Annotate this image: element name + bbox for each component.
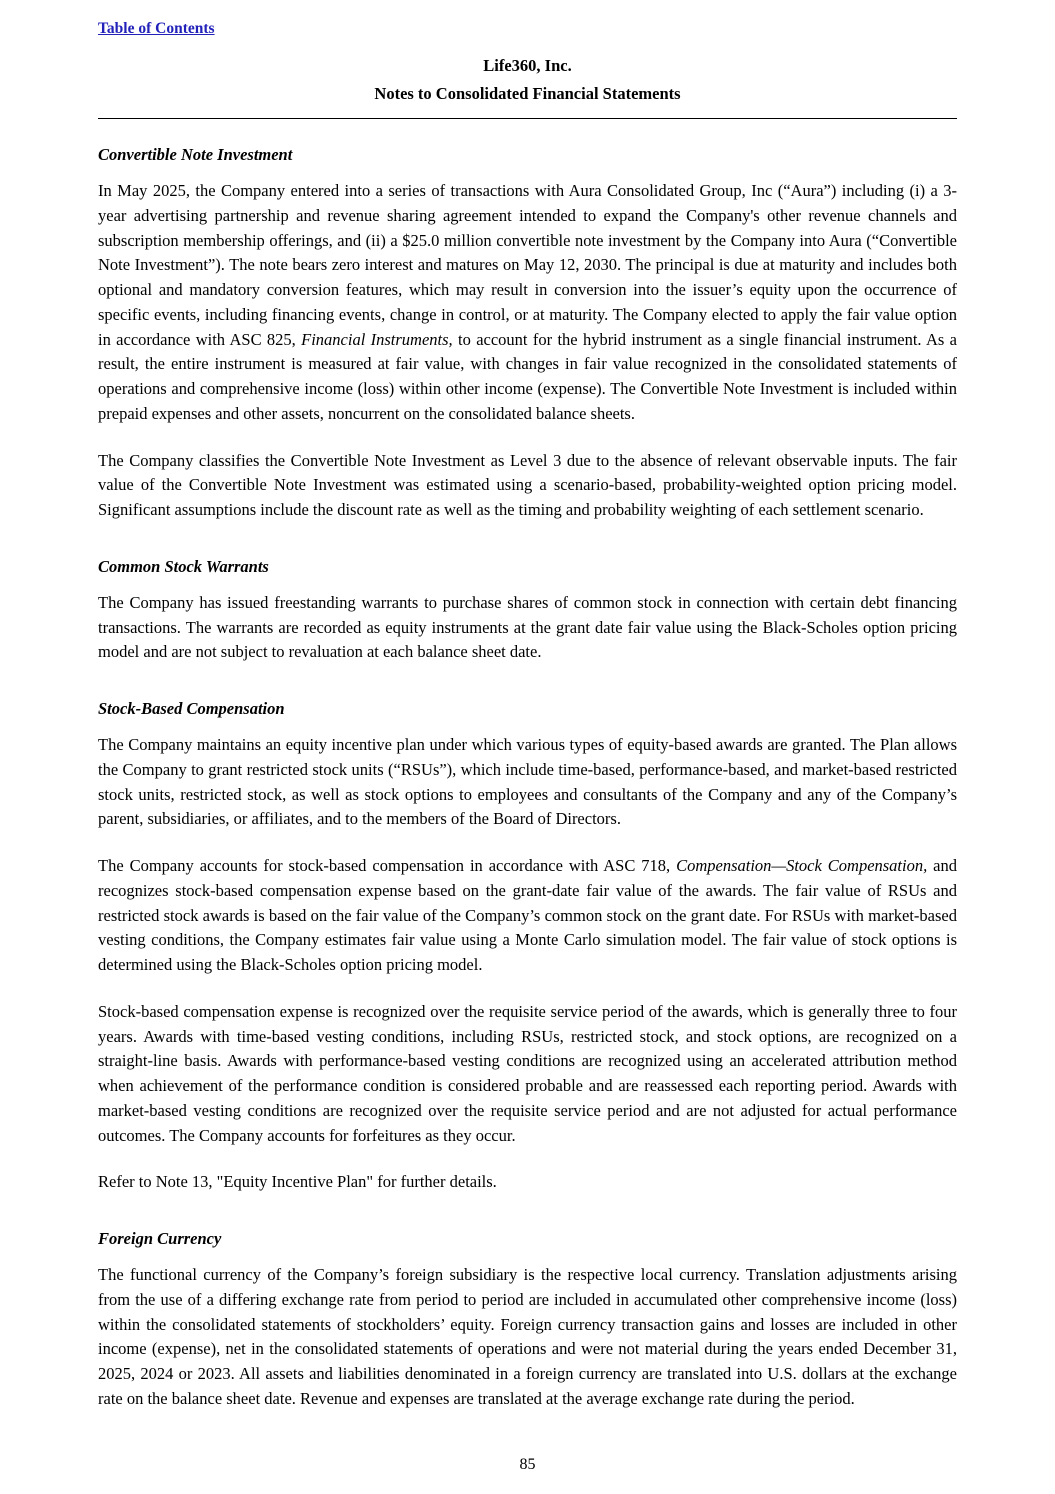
section-heading-convertible-note: Convertible Note Investment (98, 145, 293, 165)
paragraph-stock-based-compensation-3: Stock-based compensation expense is recognized over the requisite service period of the awards, which is generally three to four years. Awards with time-based vesting conditions, including RSUs, restricted stock, and stock options, are recognized on a straight-line basis. Awards with performance-based vesting conditions are recognized using an accelerated attribution method when achievement of the performance condition is considered probable and are reassessed each reporting period. Awards with market-based vesting conditions are recognized over the requisite service period and are not adjusted for actual performance outcomes. The Company accounts for forfeitures as they occur. (98, 1001, 957, 1145)
paragraph-text-cont: and recognizes stock-based compensation expense based on the grant-date fair value of the awards. The fair value of RSUs and restricted stock awards is based on the fair value of the Company’s common stock on the grant date. For RSUs with market-based vesting conditions, the Company estimates fair value using a Monte Carlo simulation model. The fair value of stock options is determined using the Black-Scholes option pricing model. (98, 856, 957, 975)
paragraph-common-stock-warrants-1: The Company has issued freestanding warrants to purchase shares of common stock in connection with certain debt financing transactions. The warrants are recorded as equity instruments at the grant date fair value using the Black-Scholes option pricing model and are not subject to revaluation at each balance sheet date. (98, 592, 957, 662)
paragraph-text: In May 2025, the Company entered into a series of transactions with Aura Consolidated Group, Inc (“Aura”) including (i) a 3-year advertising partnership and revenue sharing agreement intended to expand the Company's other revenue channels and subscription membership offerings, and (ii) a $25.0 million convertible note investment by the Company into Aura (“Convertible Note Investment”). The note bears zero interest and matures on May 12, 2030. The principal is due at maturity and includes both optional and mandatory conversion features, which may result in conversion into the issuer’s equity upon the occurrence of specific events, including financing events, change in control, or at maturity. The Company elected to apply the fair value option in accordance with ASC 825, (98, 181, 957, 349)
page-number: 85 (519, 1455, 536, 1473)
paragraph-foreign-currency-1: The functional currency of the Company’s foreign subsidiary is the respective local currency. Translation adjustments arising from the use of a differing exchange rate from period to period are included in accumulated other comprehensive income (loss) within the consolidated statements of stockholders’ equity. Foreign currency transaction gains and losses are included in other income (expense), net in the consolidated statements of operations and were not material during the years ended December 31, 2025, 2024 or 2023. All assets and liabilities denominated in a foreign currency are translated into U.S. dollars at the exchange rate on the balance sheet date. Revenue and expenses are translated at the average exchange rate during the period. (98, 1265, 957, 1408)
company-name: Life360, Inc. (483, 56, 572, 75)
document-header (98, 52, 957, 108)
document-subtitle: Notes to Consolidated Financial Statements (374, 84, 681, 104)
table-of-contents-link[interactable]: Table of Contents (98, 20, 215, 37)
emphasis-compensation-stock-compensation: Compensation—Stock Compensation, (676, 856, 928, 876)
paragraph-convertible-note-2: The Company classifies the Convertible Note Investment as Level 3 due to the absence of relevant observable inputs. The fair value of the Convertible Note Investment was estimated using a scenario-based, probability-weighted option pricing model. Significant assumptions include the discount rate as well as the timing and probability weighting of each settlement scenario. (98, 450, 957, 520)
paragraph-stock-based-compensation-1: The Company maintains an equity incentive plan under which various types of equity-based awards are granted. The Plan allows the Company to grant restricted stock units (“RSUs”), which include time-based, performance-based, and market-based restricted stock units, restricted stock, as well as stock options to employees and consultants of the Company and any of the Company’s parent, subsidiaries, or affiliates, and to the members of the Board of Directors. (98, 735, 957, 829)
paragraph-stock-based-compensation-4: Refer to Note 13, "Equity Incentive Plan" for further details. (98, 1172, 497, 1192)
paragraph-stock-based-compensation-2 (98, 854, 957, 978)
section-heading-foreign-currency: Foreign Currency (98, 1229, 222, 1249)
paragraph-text: The Company accounts for stock-based compensation in accordance with ASC 718, (98, 856, 677, 876)
emphasis-financial-instruments: Financial Instruments, (301, 329, 453, 349)
header-divider (98, 118, 957, 119)
paragraph-text-cont: to account for the hybrid instrument as a single financial instrument. As a result, the entire instrument is measured at fair value, with changes in fair value recognized in the consolidated statements of operations and comprehensive income (loss) within other income (expense). The Convertible Note Investment is included within prepaid expenses and other assets, noncurrent on the consolidated balance sheets. (98, 329, 957, 423)
paragraph-convertible-note-1 (98, 179, 957, 427)
section-heading-stock-based-compensation: Stock-Based Compensation (98, 699, 285, 719)
section-heading-common-stock-warrants: Common Stock Warrants (98, 556, 269, 576)
